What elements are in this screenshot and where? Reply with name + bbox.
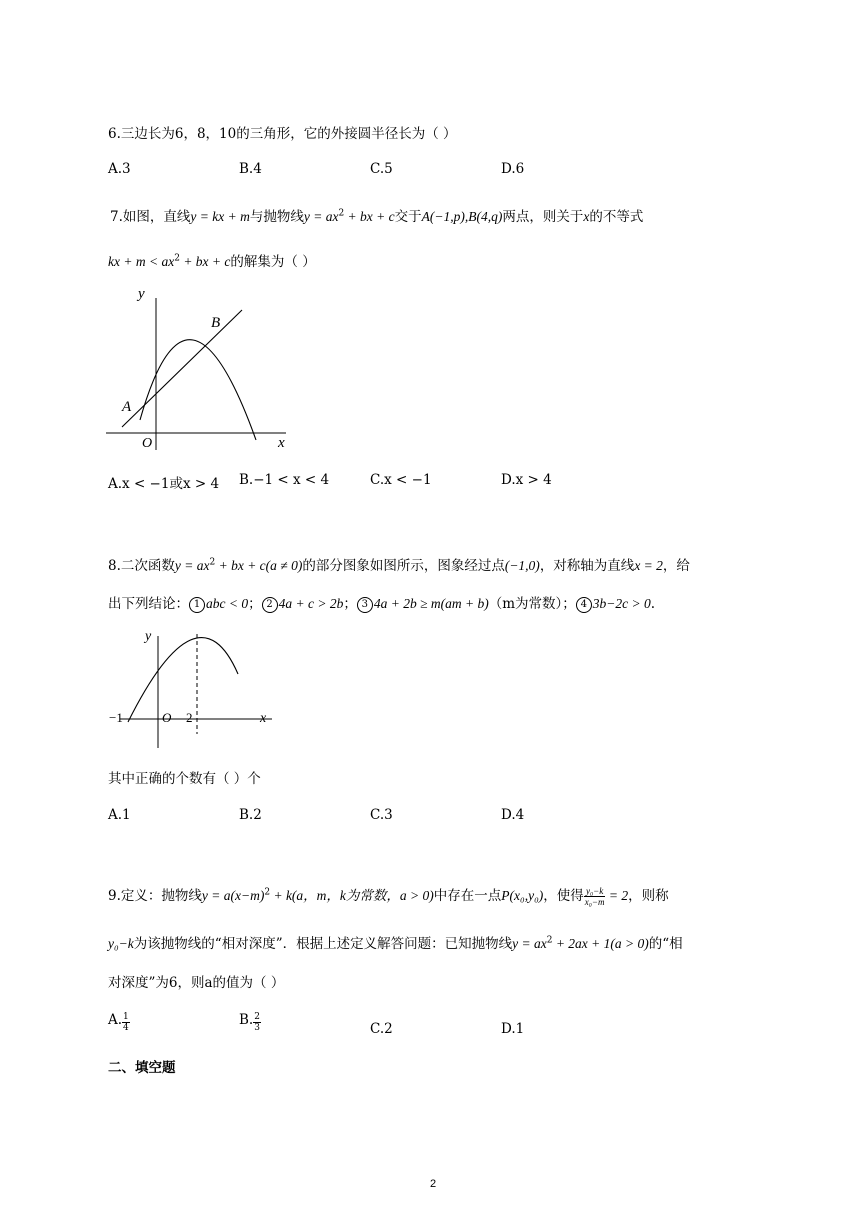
circle-number-1-icon: 1 bbox=[189, 597, 205, 613]
fig8-label-origin: O bbox=[162, 710, 172, 725]
q9-option-d: D.1 bbox=[501, 1021, 525, 1037]
q8-option-a: A.1 bbox=[108, 807, 131, 823]
q9-fraction: $\frac{\text{y₀−k}}{\text{x₀−m}}$ bbox=[584, 886, 605, 907]
q6-stem: 6.三边长为6，8，10的三角形，它的外接圆半径长为（ ） bbox=[108, 126, 457, 142]
q6-option-c: C.5 bbox=[370, 161, 393, 177]
fig8-label-two: 2 bbox=[186, 710, 193, 725]
circle-number-2-icon: 2 bbox=[262, 597, 278, 613]
fig7-label-b: B bbox=[211, 315, 221, 331]
fig8-label-neg1: −1 bbox=[109, 710, 123, 725]
q6-option-a: A.3 bbox=[108, 161, 131, 177]
fig7-label-a: A bbox=[122, 399, 132, 415]
q7-option-a: A.x < −1或x > 4 bbox=[108, 476, 220, 492]
fig8-label-y: y bbox=[145, 629, 152, 644]
q9-option-a: A. $\frac{1}{4}$ bbox=[108, 1012, 129, 1033]
fig8-label-x: x bbox=[260, 711, 267, 726]
q7-stem-line1: 7.如图，直线y = kx + m与抛物线$y = ax^2$ + bx + c交于A(−1,p),B(4,q)两点，则关于x的不等式 bbox=[110, 208, 644, 225]
q9-stem-line3: 对深度”为6，则a的值为（ ） bbox=[108, 975, 285, 991]
circle-number-3-icon: 3 bbox=[357, 597, 373, 613]
q7-option-c: C.x < −1 bbox=[370, 472, 432, 488]
q9-stem-line2: y₀−k为该抛物线的“相对深度”．根据上述定义解答问题：已知抛物线$y = ax^2 + 2ax + 1(a > 0)$的“相 bbox=[108, 935, 683, 952]
fig7-label-x: x bbox=[278, 435, 285, 451]
q8-stem-line1: 8.二次函数$y = ax^2$ + bx + c(a ≠ 0)的部分图象如图所示，图象经过点(−1,0)，对称轴为直线x = 2，给 bbox=[108, 557, 690, 574]
section-title-fill-in: 二、填空题 bbox=[108, 1060, 176, 1076]
fig7-label-y: y bbox=[138, 286, 145, 302]
q7-option-d: D.x > 4 bbox=[501, 472, 552, 488]
q8-figure bbox=[100, 622, 280, 752]
q8-option-b: B.2 bbox=[239, 807, 262, 823]
q8-stem-line2: 出下列结论： 1 abc < 0； 2 4a + c > 2b； 3 4a + 2b ≥ m(am + b)（m为常数）； 4 3b−2c > 0. bbox=[108, 596, 656, 612]
q6-option-d: D.6 bbox=[501, 161, 525, 177]
parabola-curve bbox=[140, 340, 256, 440]
q7-figure bbox=[100, 280, 300, 455]
page-number: 2 bbox=[430, 1178, 437, 1190]
q8-ask: 其中正确的个数有（ ）个 bbox=[108, 771, 261, 787]
q8-option-d: D.4 bbox=[501, 807, 525, 823]
q9-option-b: B. $\frac{2}{3}$ bbox=[239, 1012, 260, 1033]
fig7-label-origin: O bbox=[142, 436, 153, 451]
q6-option-b: B.4 bbox=[239, 161, 262, 177]
q9-option-c: C.2 bbox=[370, 1021, 393, 1037]
q7-stem-line2: kx + $m < ax^2$ + bx + c的解集为（ ） bbox=[108, 253, 316, 270]
q8-option-c: C.3 bbox=[370, 807, 393, 823]
q7-option-b: B.−1 < x < 4 bbox=[239, 472, 330, 488]
circle-number-4-icon: 4 bbox=[576, 597, 592, 613]
parabola-curve bbox=[128, 638, 238, 722]
q9-stem-line1: 9.定义：抛物线$y = a(x-m)^2 + k(a$，m，k为常数，a > 0)中存在一点P(x₀,y₀)，使得 $\frac{\text{y₀−k}}{\text{x₀−m}}$ = 2，则称 bbox=[108, 886, 669, 907]
